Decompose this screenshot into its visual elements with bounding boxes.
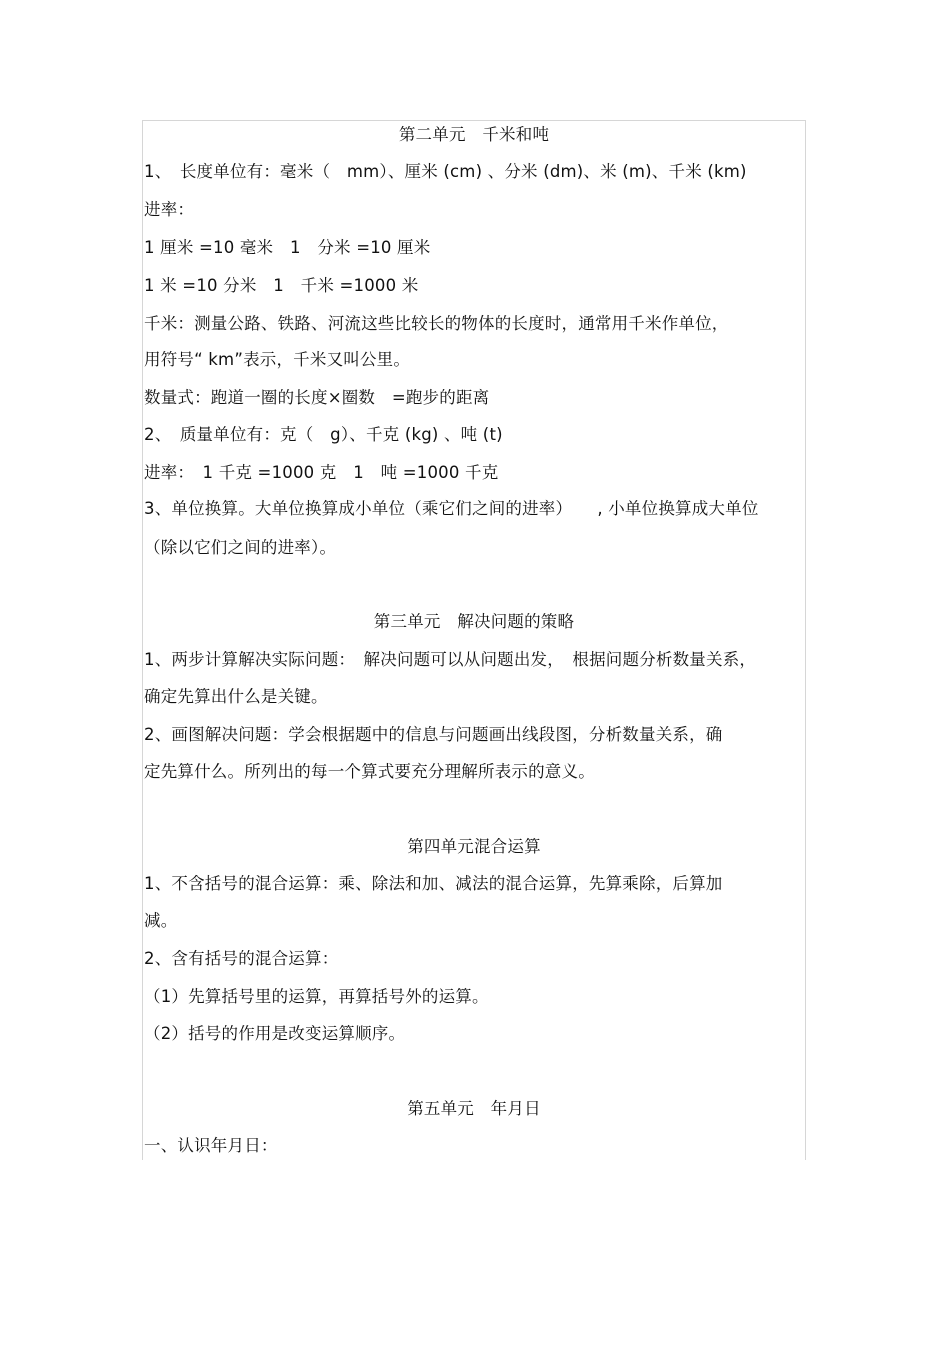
unit2-line-8: 2、 质量单位有：克（ g）、千克 (kg) 、吨 (t) xyxy=(144,425,503,444)
unit4-line-4: （1）先算括号里的运算，再算括号外的运算。 xyxy=(144,987,489,1006)
unit2-line-5: 千米：测量公路、铁路、河流这些比较长的物体的长度时，通常用千米作单位， xyxy=(144,314,729,333)
unit5-line-1: 一、认识年月日： xyxy=(144,1136,278,1155)
unit4-line-1: 1、不含括号的混合运算：乘、除法和加、减法的混合运算，先算乘除，后算加 xyxy=(144,874,723,893)
unit2-line-6: 用符号“ km”表示，千米又叫公里。 xyxy=(144,350,411,369)
unit3-line-4: 定先算什么。所列出的每一个算式要充分理解所表示的意义。 xyxy=(144,762,595,781)
unit2-line-4: 1 米 =10 分米 1 千米 =1000 米 xyxy=(144,276,419,295)
unit2-title: 第二单元 千米和吨 xyxy=(398,125,550,144)
unit5-title: 第五单元 年月日 xyxy=(407,1099,541,1118)
unit2-line-7: 数量式：跑道一圈的长度×圈数 =跑步的距离 xyxy=(144,388,490,407)
unit3-line-2: 确定先算出什么是关键。 xyxy=(144,687,328,706)
unit2-line-11: （除以它们之间的进率）。 xyxy=(144,538,337,557)
unit4-line-3: 2、含有括号的混合运算： xyxy=(144,949,339,968)
unit3-line-1: 1、两步计算解决实际问题： 解决问题可以从问题出发， 根据问题分析数量关系， xyxy=(144,650,757,669)
unit2-line-2: 进率： xyxy=(144,200,195,219)
unit3-title: 第三单元 解决问题的策略 xyxy=(373,612,575,631)
unit2-line-9: 进率： 1 千克 =1000 克 1 吨 =1000 千克 xyxy=(144,463,499,482)
unit4-line-2: 减。 xyxy=(144,911,178,930)
unit3-line-3: 2、画图解决问题：学会根据题中的信息与问题画出线段图，分析数量关系，确 xyxy=(144,725,723,744)
unit4-title: 第四单元混合运算 xyxy=(407,837,541,856)
unit2-line-1: 1、 长度单位有：毫米（ mm）、厘米 (cm) 、分米 (dm)、米 (m)、千米 (km) xyxy=(144,162,747,181)
unit2-line-10: 3、单位换算。大单位换算成小单位（乘它们之间的进率） , 小单位换算成大单位 xyxy=(144,499,759,518)
unit4-line-5: （2）括号的作用是改变运算顺序。 xyxy=(144,1024,406,1043)
unit2-line-3: 1 厘米 =10 毫米 1 分米 =10 厘米 xyxy=(144,238,431,257)
